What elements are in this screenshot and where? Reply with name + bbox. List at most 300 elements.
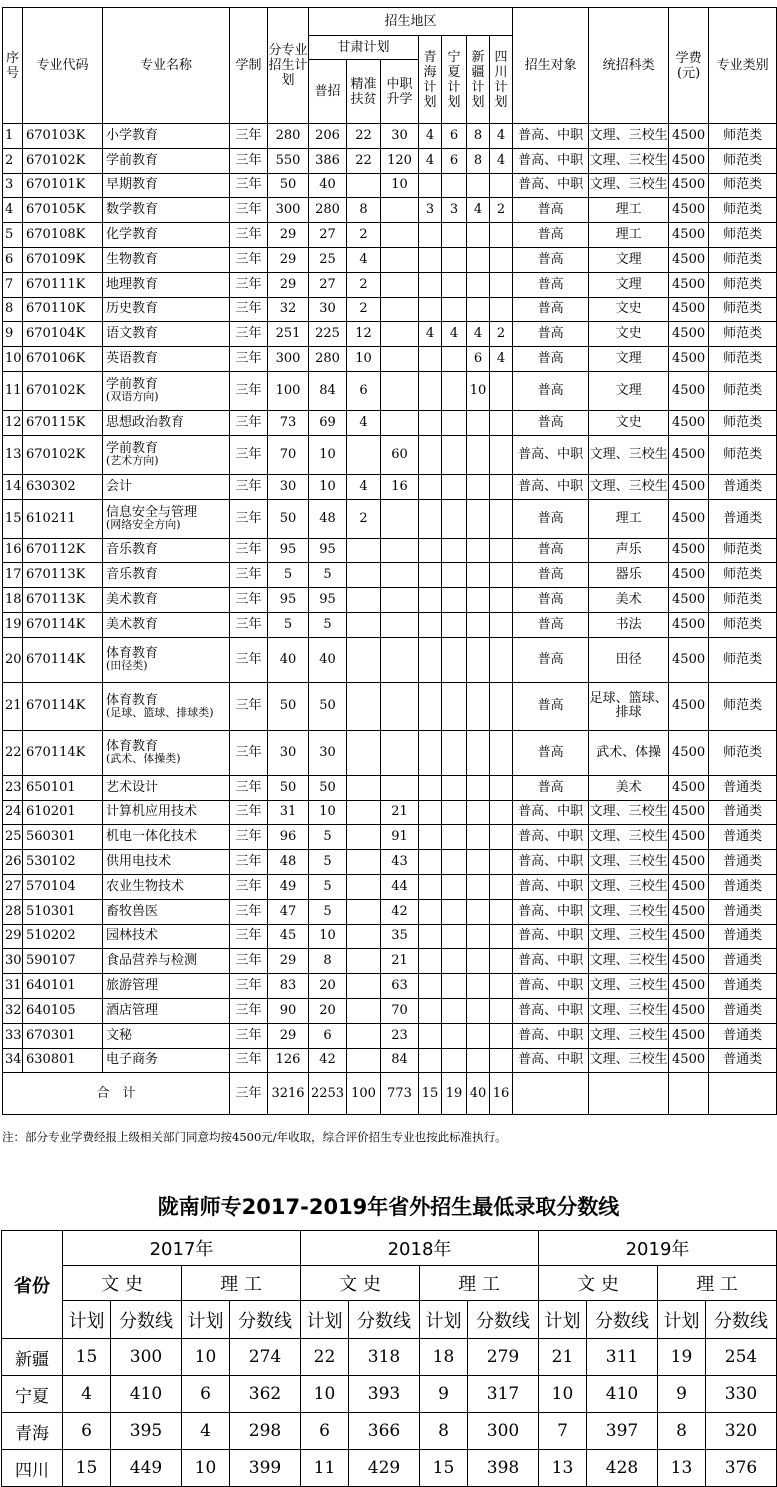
total-poverty: 100 [347, 1073, 381, 1115]
cell-xinjiang [467, 730, 490, 775]
cell-normal: 27 [309, 272, 347, 297]
cell-poverty: 10 [347, 347, 381, 372]
total-label: 合 计 [3, 1073, 230, 1115]
cell-poverty: 2 [347, 499, 381, 538]
cell-vocational [381, 563, 419, 588]
table-row [3, 637, 777, 682]
cell-seq: 23 [3, 775, 23, 800]
table-row [3, 612, 777, 637]
cell-target: 普高 [513, 730, 589, 775]
cell-province: 宁夏 [2, 1376, 63, 1413]
major-direction: (田径类) [106, 659, 148, 673]
cell-fee: 4500 [669, 272, 709, 297]
cell-target: 普高、中职 [513, 148, 589, 173]
cell-normal: 25 [309, 247, 347, 272]
header-score: 分数线 [587, 1301, 658, 1339]
cell-sichuan [490, 800, 513, 825]
table-row [3, 223, 777, 248]
cell-subject: 文理、三校生 [589, 435, 669, 474]
cell-normal: 5 [309, 825, 347, 850]
cell-province: 新疆 [2, 1339, 63, 1376]
cell-code: 670112K [23, 538, 103, 563]
header-seq: 序号 [3, 8, 23, 124]
cell-seq: 25 [3, 825, 23, 850]
cell-plan-total: 31 [268, 800, 309, 825]
table-row [3, 924, 777, 949]
cell-xinjiang [467, 474, 490, 499]
cell-fee: 4500 [669, 247, 709, 272]
cell-poverty [347, 874, 381, 899]
cell-length: 三年 [230, 637, 268, 682]
cell-ningxia [442, 371, 467, 410]
cell-plan-total: 50 [268, 173, 309, 198]
cell-plan-total: 300 [268, 198, 309, 223]
cell-target: 普高 [513, 612, 589, 637]
cell-seq: 28 [3, 899, 23, 924]
cell-fee: 4500 [669, 949, 709, 974]
header-score: 分数线 [468, 1301, 539, 1339]
cell-target: 普高、中职 [513, 974, 589, 999]
cell-xinjiang: 4 [467, 322, 490, 347]
cell-vocational [381, 612, 419, 637]
header-length: 学制 [230, 8, 268, 124]
cell-ningxia: 6 [442, 124, 467, 149]
cell-xinjiang [467, 612, 490, 637]
cell-sichuan [490, 1023, 513, 1048]
header-fee: 学费(元) [669, 8, 709, 124]
cell-plan: 15 [63, 1450, 111, 1487]
cell-sichuan [490, 924, 513, 949]
cell-qinghai: 4 [419, 124, 442, 149]
cell-xinjiang [467, 410, 490, 435]
cell-normal: 95 [309, 588, 347, 613]
cell-xinjiang [467, 297, 490, 322]
cell-vocational [381, 223, 419, 248]
cell-sichuan [490, 1048, 513, 1073]
header-xinjiang: 新疆计划 [467, 36, 490, 124]
cell-vocational: 43 [381, 850, 419, 875]
cell-length: 三年 [230, 800, 268, 825]
cell-normal: 27 [309, 223, 347, 248]
cell-target: 普高、中职 [513, 1048, 589, 1073]
cell-vocational: 16 [381, 474, 419, 499]
cell-category: 师范类 [709, 322, 777, 347]
cell-subject: 理工 [589, 499, 669, 538]
cell-plan: 6 [301, 1413, 349, 1450]
cell-code: 670102K [23, 371, 103, 410]
cell-fee: 4500 [669, 850, 709, 875]
header-gansu: 甘肃计划 [309, 36, 419, 60]
cell-province: 青海 [2, 1413, 63, 1450]
cell-vocational: 44 [381, 874, 419, 899]
cell-qinghai: 3 [419, 198, 442, 223]
cell-score: 410 [587, 1376, 658, 1413]
cell-length: 三年 [230, 272, 268, 297]
cell-poverty [347, 173, 381, 198]
cell-code: 670101K [23, 173, 103, 198]
cell-category: 普通类 [709, 949, 777, 974]
cell-seq: 31 [3, 974, 23, 999]
major-direction: (武术、体操类) [106, 752, 181, 766]
cell-poverty [347, 730, 381, 775]
cell-name: 机电一体化技术 [103, 825, 230, 850]
cell-name: 旅游管理 [103, 974, 230, 999]
cell-poverty: 2 [347, 297, 381, 322]
cell-name: 思想政治教育 [103, 410, 230, 435]
cell-poverty [347, 899, 381, 924]
cell-normal: 95 [309, 538, 347, 563]
cell-ningxia [442, 538, 467, 563]
cell-code: 630302 [23, 474, 103, 499]
cell-seq: 12 [3, 410, 23, 435]
cell-fee: 4500 [669, 435, 709, 474]
cell-ningxia [442, 899, 467, 924]
cell-length: 三年 [230, 474, 268, 499]
cell-name: 计算机应用技术 [103, 800, 230, 825]
cell-ningxia [442, 1048, 467, 1073]
cell-plan: 9 [420, 1376, 468, 1413]
cell-subject: 理工 [589, 223, 669, 248]
cell-plan-total: 29 [268, 247, 309, 272]
cell-normal: 10 [309, 435, 347, 474]
cell-qinghai [419, 612, 442, 637]
cell-poverty [347, 1048, 381, 1073]
cell-fee: 4500 [669, 347, 709, 372]
cell-category: 师范类 [709, 682, 777, 730]
cell-qinghai [419, 435, 442, 474]
header-wen: 文 史 [539, 1266, 658, 1301]
cell-score: 362 [230, 1376, 301, 1413]
cell-seq: 4 [3, 198, 23, 223]
cell-score: 410 [111, 1376, 182, 1413]
cell-normal: 20 [309, 974, 347, 999]
cell-category: 师范类 [709, 435, 777, 474]
cell-plan-total: 300 [268, 347, 309, 372]
header-li: 理 工 [420, 1266, 539, 1301]
cell-sichuan [490, 272, 513, 297]
cell-target: 普高 [513, 347, 589, 372]
cell-poverty [347, 825, 381, 850]
cell-length: 三年 [230, 563, 268, 588]
cell-poverty [347, 850, 381, 875]
cell-poverty: 4 [347, 474, 381, 499]
table-row [3, 435, 777, 474]
cell-vocational [381, 297, 419, 322]
cell-plan: 10 [539, 1376, 587, 1413]
table-row [3, 899, 777, 924]
cell-score: 399 [230, 1450, 301, 1487]
cell-length: 三年 [230, 371, 268, 410]
cell-seq: 14 [3, 474, 23, 499]
cell-subject: 文理、三校生 [589, 148, 669, 173]
cell-target: 普高 [513, 538, 589, 563]
cell-normal: 5 [309, 563, 347, 588]
cell-plan: 10 [301, 1376, 349, 1413]
cell-qinghai [419, 223, 442, 248]
cell-ningxia: 6 [442, 148, 467, 173]
major-name: 学前教育 [106, 441, 159, 457]
cell-target: 普高 [513, 223, 589, 248]
cell-code: 630801 [23, 1048, 103, 1073]
cell-ningxia [442, 612, 467, 637]
cell-vocational [381, 410, 419, 435]
cell-name [103, 730, 230, 775]
header-plan: 计划 [182, 1301, 230, 1339]
cell-qinghai [419, 825, 442, 850]
cell-vocational: 21 [381, 949, 419, 974]
cell-subject: 文史 [589, 322, 669, 347]
cell-normal: 20 [309, 998, 347, 1023]
cell-subject: 美术 [589, 775, 669, 800]
cell-sichuan [490, 474, 513, 499]
total-ningxia: 19 [442, 1073, 467, 1115]
cell-subject: 理工 [589, 198, 669, 223]
cell-subject: 器乐 [589, 563, 669, 588]
cell-plan-total: 29 [268, 949, 309, 974]
header-li: 理 工 [182, 1266, 301, 1301]
cell-name: 艺术设计 [103, 775, 230, 800]
fee-note: 注：部分专业学费经报上级相关部门同意均按4500元/年收取，综合评价招生专业也按此标准执行。 [2, 1130, 507, 1144]
table-row [3, 198, 777, 223]
cell-length: 三年 [230, 1048, 268, 1073]
header-score: 分数线 [111, 1301, 182, 1339]
cell-subject: 文理、三校生 [589, 1023, 669, 1048]
table-row [3, 874, 777, 899]
cell-vocational: 84 [381, 1048, 419, 1073]
cell-sichuan [490, 247, 513, 272]
cell-ningxia [442, 435, 467, 474]
cell-xinjiang [467, 588, 490, 613]
cell-plan-total: 49 [268, 874, 309, 899]
cell-vocational [381, 538, 419, 563]
cell-target: 普高 [513, 371, 589, 410]
cell-target: 普高 [513, 775, 589, 800]
table-row [3, 499, 777, 538]
cell-code: 670301 [23, 1023, 103, 1048]
cell-name: 学前教育 [103, 148, 230, 173]
cell-ningxia [442, 800, 467, 825]
table-row [3, 347, 777, 372]
cell-qinghai [419, 297, 442, 322]
cell-poverty [347, 949, 381, 974]
cell-qinghai [419, 347, 442, 372]
cell-sichuan [490, 223, 513, 248]
cell-plan: 6 [182, 1376, 230, 1413]
cell-code: 650101 [23, 775, 103, 800]
cell-qinghai [419, 563, 442, 588]
cell-fee: 4500 [669, 682, 709, 730]
cell-length: 三年 [230, 775, 268, 800]
cell-sichuan [490, 538, 513, 563]
cell-plan-total: 30 [268, 474, 309, 499]
cell-plan-total: 50 [268, 499, 309, 538]
cell-code: 670114K [23, 637, 103, 682]
header-score: 分数线 [349, 1301, 420, 1339]
cell-plan-total: 5 [268, 612, 309, 637]
cell-sichuan [490, 499, 513, 538]
cell-sichuan [490, 297, 513, 322]
table-row [3, 272, 777, 297]
table-row [3, 974, 777, 999]
cell-xinjiang: 6 [467, 347, 490, 372]
cell-fee: 4500 [669, 499, 709, 538]
cell-vocational [381, 247, 419, 272]
header-year-2017: 2017年 [63, 1231, 301, 1266]
cell-xinjiang: 10 [467, 371, 490, 410]
cell-category: 普通类 [709, 474, 777, 499]
cell-fee: 4500 [669, 322, 709, 347]
cell-name [103, 637, 230, 682]
cell-score: 395 [111, 1413, 182, 1450]
cell-seq: 7 [3, 272, 23, 297]
cell-xinjiang [467, 974, 490, 999]
table-row [3, 949, 777, 974]
cell-vocational [381, 272, 419, 297]
cell-normal: 8 [309, 949, 347, 974]
cell-normal: 40 [309, 173, 347, 198]
cell-vocational: 30 [381, 124, 419, 149]
cell-sichuan: 4 [490, 124, 513, 149]
cell-poverty [347, 800, 381, 825]
cell-sichuan [490, 588, 513, 613]
cell-score: 320 [706, 1413, 777, 1450]
cell-fee: 4500 [669, 924, 709, 949]
cell-qinghai [419, 949, 442, 974]
cell-vocational [381, 730, 419, 775]
cell-fee: 4500 [669, 874, 709, 899]
major-name: 体育教育 [106, 739, 159, 755]
cell-plan-total: 45 [268, 924, 309, 949]
cell-normal: 280 [309, 198, 347, 223]
table-row [3, 173, 777, 198]
total-row [3, 1073, 777, 1115]
cell-target: 普高、中职 [513, 124, 589, 149]
header-poverty: 精准扶贫 [347, 60, 381, 124]
cell-xinjiang [467, 775, 490, 800]
cell-poverty: 8 [347, 198, 381, 223]
cell-fee: 4500 [669, 1048, 709, 1073]
cell-fee: 4500 [669, 474, 709, 499]
cell-xinjiang [467, 850, 490, 875]
cell-plan: 6 [63, 1413, 111, 1450]
cell-subject: 武术、体操 [589, 730, 669, 775]
cell-plan-total: 83 [268, 974, 309, 999]
cell-sichuan [490, 825, 513, 850]
cell-name: 供用电技术 [103, 850, 230, 875]
cell-subject: 文理、三校生 [589, 173, 669, 198]
cell-code: 610211 [23, 499, 103, 538]
cell-fee: 4500 [669, 148, 709, 173]
cell-subject: 书法 [589, 612, 669, 637]
cell-score: 330 [706, 1376, 777, 1413]
cell-sichuan [490, 899, 513, 924]
cell-poverty [347, 435, 381, 474]
cell-poverty [347, 612, 381, 637]
cell-code: 530102 [23, 850, 103, 875]
cell-fee: 4500 [669, 775, 709, 800]
table-row [3, 247, 777, 272]
major-direction: (双语方向) [106, 390, 159, 404]
header-code: 专业代码 [23, 8, 103, 124]
cell-vocational [381, 637, 419, 682]
cell-length: 三年 [230, 538, 268, 563]
cell-ningxia [442, 924, 467, 949]
cell-category: 师范类 [709, 347, 777, 372]
cell-score: 449 [111, 1450, 182, 1487]
cell-seq: 8 [3, 297, 23, 322]
cell-vocational: 21 [381, 800, 419, 825]
cell-ningxia [442, 247, 467, 272]
cell-qinghai [419, 637, 442, 682]
cell-length: 三年 [230, 223, 268, 248]
cell-sichuan: 2 [490, 198, 513, 223]
cell-score: 317 [468, 1376, 539, 1413]
cell-fee: 4500 [669, 198, 709, 223]
cell-normal: 84 [309, 371, 347, 410]
cell-sichuan [490, 949, 513, 974]
header-region: 招生地区 [309, 8, 513, 36]
cell-sichuan [490, 775, 513, 800]
score-table-title: 陇南师专2017-2019年省外招生最低录取分数线 [157, 1195, 620, 1219]
cell-ningxia [442, 850, 467, 875]
cell-ningxia [442, 223, 467, 248]
cell-name [103, 371, 230, 410]
cell-target: 普高、中职 [513, 825, 589, 850]
cell-name: 电子商务 [103, 1048, 230, 1073]
cell-normal: 50 [309, 775, 347, 800]
cell-subject: 文理、三校生 [589, 1048, 669, 1073]
cell-seq: 13 [3, 435, 23, 474]
cell-target: 普高 [513, 297, 589, 322]
cell-plan: 11 [301, 1450, 349, 1487]
cell-plan-total: 50 [268, 775, 309, 800]
cell-ningxia [442, 998, 467, 1023]
cell-ningxia [442, 825, 467, 850]
table-row [3, 682, 777, 730]
cell-plan: 15 [420, 1450, 468, 1487]
cell-plan-total: 100 [268, 371, 309, 410]
cell-xinjiang [467, 682, 490, 730]
header-plan-total: 分专业招生计划 [268, 8, 309, 124]
cell-seq: 18 [3, 588, 23, 613]
cell-vocational [381, 682, 419, 730]
cell-sichuan [490, 730, 513, 775]
cell-normal: 5 [309, 612, 347, 637]
cell-target: 普高 [513, 563, 589, 588]
cell-qinghai [419, 874, 442, 899]
cell-target: 普高 [513, 272, 589, 297]
cell-target: 普高 [513, 588, 589, 613]
cell-seq: 33 [3, 1023, 23, 1048]
cell-length: 三年 [230, 499, 268, 538]
cell-fee: 4500 [669, 974, 709, 999]
cell-length: 三年 [230, 347, 268, 372]
cell-seq: 26 [3, 850, 23, 875]
cell-xinjiang [467, 272, 490, 297]
cell-poverty: 4 [347, 410, 381, 435]
cell-fee: 4500 [669, 124, 709, 149]
cell-score: 376 [706, 1450, 777, 1487]
header-normal: 普招 [309, 60, 347, 124]
header-year-2019: 2019年 [539, 1231, 777, 1266]
cell-normal: 10 [309, 474, 347, 499]
cell-length: 三年 [230, 198, 268, 223]
table-row [3, 850, 777, 875]
cell-ningxia [442, 874, 467, 899]
cell-qinghai [419, 499, 442, 538]
cell-name: 地理教育 [103, 272, 230, 297]
cell-sichuan [490, 682, 513, 730]
